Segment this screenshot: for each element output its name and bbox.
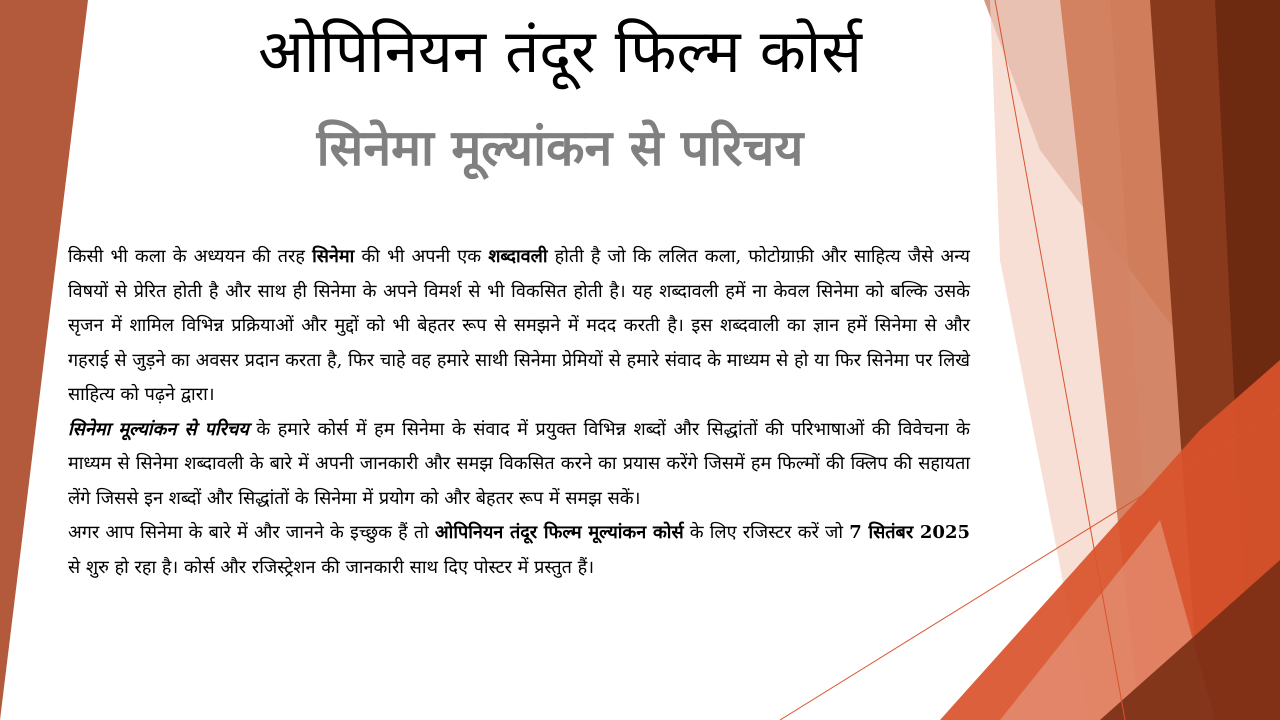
text-run: से शुरु हो रहा है। कोर्स और रजिस्ट्रेशन की जानकारी साथ दिए पोस्टर में प्रस्तुत हैं। [68, 556, 595, 578]
bold-term-cinema: सिनेमा [312, 246, 355, 267]
text-run: के हमारे कोर्स में हम सिनेमा के संवाद में प्रयुक्त विभिन्न शब्दों और सिद्धांतों की परिभाषाओं की विवेचना के माध्यम से सिनेमा शब्दावली के बारे में अपनी जानकारी और समझ विकसित करने का प्रयास करेंगे जिसमें हम फिल्मों की क्लिप की सहायता लेंगे जिससे इन शब्दों और सिद्धांतों के सिनेमा में प्रयोग को और बेहतर रूप में समझ सकें। [68, 418, 970, 509]
slide-subtitle: सिनेमा मूल्यांकन से परिचय [316, 118, 804, 177]
paragraph-3 [68, 516, 970, 585]
text-run: अगर आप सिनेमा के बारे में और जानने के इच्छुक हैं तो [68, 522, 435, 543]
text-run: किसी भी कला के अध्ययन की तरह [68, 246, 313, 267]
bold-term-vocabulary: शब्दावली [488, 246, 548, 267]
text-run: होती है जो कि ललित कला, फोटोग्राफ़ी और साहित्य जैसे अन्य विषयों से प्रेरित होती है और साथ ही सिनेमा के अपने विमर्श से भी विकसित होती है। यह शब्दावली हमें ना केवल सिनेमा को बल्कि उसके सृजन में शामिल विभिन्न प्रक्रियाओं और मुद्दों को भी बेहतर रूप से समझने में मदद करती है। इस शब्दवाली का ज्ञान हमें सिनेमा से और गहराई से जुड़ने का अवसर प्रदान करता है, फिर चाहे वह हमारे साथी सिनेमा प्रेमियों से हमारे संवाद के माध्यम से हो या फिर सिनेमा पर लिखे साहित्य को पढ़ने द्वारा। [68, 246, 970, 405]
slide-title: ओपिनियन तंदूर फिल्म कोर्स [258, 17, 862, 87]
body-text [68, 240, 970, 585]
bold-start-date: 7 सितंबर 2025 [849, 522, 970, 543]
paragraph-1 [68, 240, 970, 413]
text-run: की भी अपनी एक [354, 246, 489, 267]
bold-course-name: ओपिनियन तंदूर फिल्म मूल्यांकन कोर्स [434, 522, 684, 543]
paragraph-2 [68, 413, 970, 517]
course-name-italic: सिनेमा मूल्यांकन से परिचय [68, 418, 249, 440]
text-run: के लिए रजिस्टर करें जो [683, 522, 850, 543]
